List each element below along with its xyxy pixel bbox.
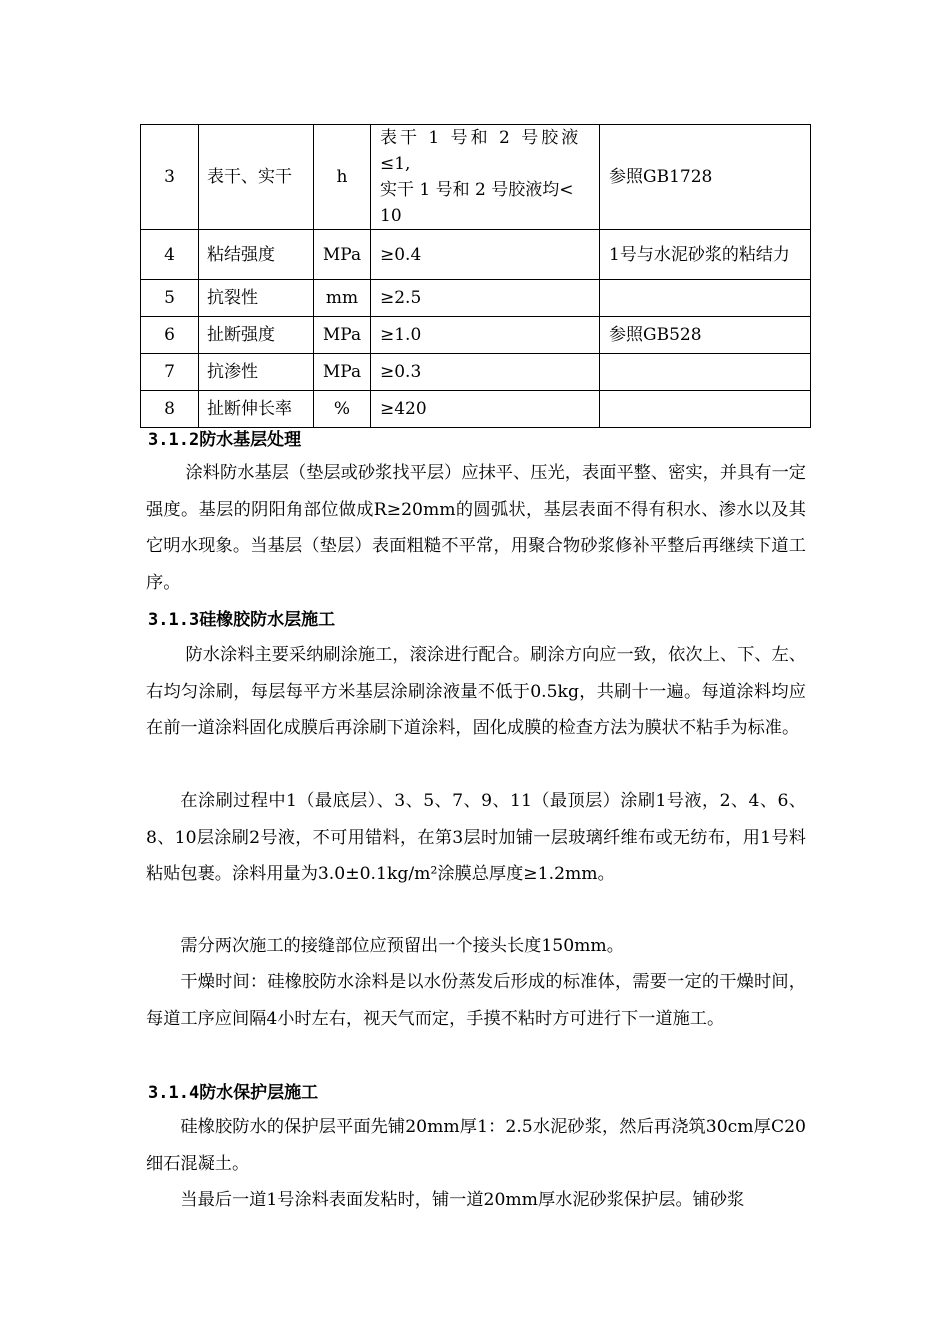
row-unit: h [314, 125, 371, 230]
row-number: 3 [141, 125, 199, 230]
table-row [141, 317, 811, 354]
paragraph: 干燥时间：硅橡胶防水涂料是以水份蒸发后形成的标准体，需要一定的干燥时间，每道工序应间隔4小时左右，视天气而定，手摸不粘时方可进行下一道施工。 [146, 972, 806, 1029]
row-unit: MPa [314, 317, 371, 354]
row-unit: MPa [314, 230, 371, 280]
value-line: 10 [380, 206, 402, 226]
row-note: 参照GB528 [600, 317, 811, 354]
row-number: 4 [141, 230, 199, 280]
row-value: ≥420 [371, 391, 600, 428]
paragraph: 防水涂料主要采纳刷涂施工，滚涂进行配合。刷涂方向应一致，依次上、下、左、右均匀涂刷，每层每平方米基层涂刷涂液量不低于0.5kg，共刷十一遍。每道涂料均应在前一道涂料固化成膜后再涂刷下道涂料，固化成膜的检查方法为膜状不粘手为标准。 [146, 645, 806, 738]
value-line: 表干 1 号和 2 号胶液 [380, 128, 582, 148]
row-value: ≥0.3 [371, 354, 600, 391]
row-note [600, 354, 811, 391]
row-unit: % [314, 391, 371, 428]
row-unit: MPa [314, 354, 371, 391]
table-row [141, 230, 811, 280]
section-heading-3-1-3 [148, 605, 335, 630]
row-value [371, 125, 600, 230]
table-row [141, 280, 811, 317]
row-note: 参照GB1728 [600, 125, 811, 230]
section-number: 3.1.3 [148, 610, 200, 630]
section-title: 防水基层处理 [199, 430, 302, 450]
section-heading-3-1-4 [148, 1078, 318, 1103]
table-row [141, 354, 811, 391]
section-number: 3.1.2 [148, 430, 200, 450]
paragraph: 在涂刷过程中1（最底层）、3、5、7、9、11（最顶层）涂刷1号液，2、4、6、8、10层涂刷2号液，不可用错料，在第3层时加铺一层玻璃纤维布或无纺布，用1号料粘贴包裹。涂料用量为3.0±0.1kg/m²涂膜总厚度≥1.2mm。 [146, 791, 806, 884]
row-value: ≥2.5 [371, 280, 600, 317]
row-item: 扯断伸长率 [199, 391, 314, 428]
row-item: 抗渗性 [199, 354, 314, 391]
row-number: 8 [141, 391, 199, 428]
row-number: 7 [141, 354, 199, 391]
value-line: 实干 1 号和 2 号胶液均< [380, 180, 574, 200]
table-row [141, 391, 811, 428]
paragraph: 当最后一道1号涂料表面发粘时，铺一道20mm厚水泥砂浆保护层。铺砂浆 [180, 1190, 745, 1210]
row-note [600, 280, 811, 317]
row-item: 抗裂性 [199, 280, 314, 317]
section-title: 硅橡胶防水层施工 [199, 610, 336, 630]
section-number: 3.1.4 [148, 1083, 200, 1103]
spec-table [140, 124, 811, 428]
row-value: ≥0.4 [371, 230, 600, 280]
row-number: 6 [141, 317, 199, 354]
section-title: 防水保护层施工 [199, 1083, 319, 1103]
row-note: 1号与水泥砂浆的粘结力 [600, 230, 811, 280]
row-number: 5 [141, 280, 199, 317]
row-value: ≥1.0 [371, 317, 600, 354]
table-row [141, 125, 811, 230]
paragraph: 硅橡胶防水的保护层平面先铺20mm厚1：2.5水泥砂浆，然后再浇筑30cm厚C20细石混凝土。 [146, 1117, 806, 1174]
paragraph: 需分两次施工的接缝部位应预留出一个接头长度150mm。 [180, 936, 624, 956]
row-item: 粘结强度 [199, 230, 314, 280]
value-line: ≤1, [380, 154, 411, 174]
row-item: 扯断强度 [199, 317, 314, 354]
section-heading-3-1-2 [148, 425, 301, 450]
row-note [600, 391, 811, 428]
row-item: 表干、实干 [199, 125, 314, 230]
paragraph: 涂料防水基层（垫层或砂浆找平层）应抹平、压光，表面平整、密实，并具有一定强度。基层的阴阳角部位做成R≥20mm的圆弧状，基层表面不得有积水、渗水以及其它明水现象。当基层（垫层）表面粗糙不平常，用聚合物砂浆修补平整后再继续下道工序。 [146, 463, 806, 593]
row-unit: mm [314, 280, 371, 317]
